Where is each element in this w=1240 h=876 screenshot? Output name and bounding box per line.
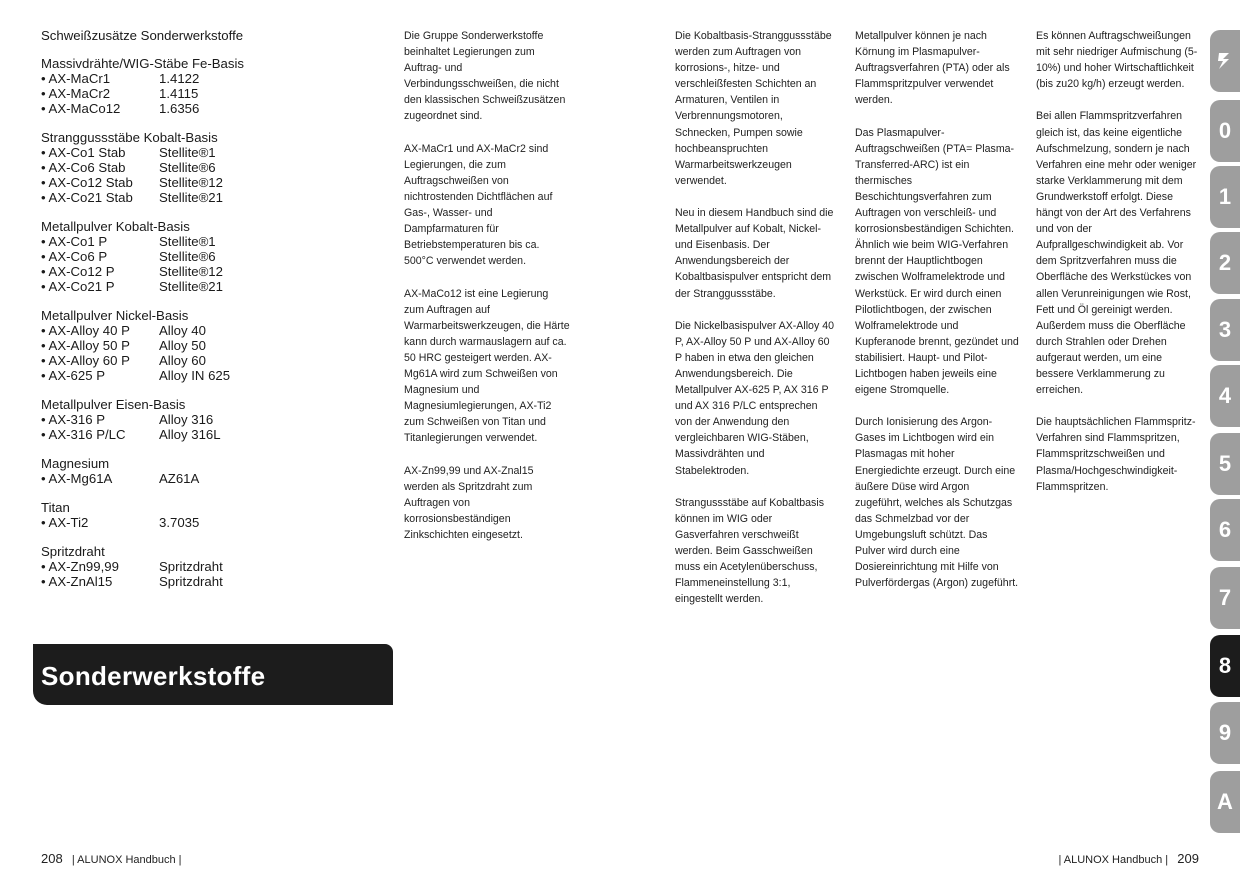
product-code: • AX-Co21 P xyxy=(41,279,115,294)
paragraph: Die Gruppe Sonderwerkstoffe beinhaltet Legierungen zum Auftrag- und Verbindungsschweißen, die nicht den klassischen Schweißzusätzen zugeordnet sind. xyxy=(404,30,566,123)
product-designation: Spritzdraht xyxy=(159,559,223,574)
paragraph: Die Nickelbasispulver AX-Alloy 40 P, AX-Alloy 50 P und AX-Alloy 60 P haben in etwa den gleichen Anwendungsbereich. Die Metallpulver AX-625 P, AX 316 P und AX 316 P/LC entsprechen von der Anwendung den vergleichbaren WIG-Stäben, Massivdrähten und Stabelektroden. xyxy=(675,319,834,477)
text-column-3 xyxy=(855,28,1019,607)
paragraph: Strangussstäbe auf Kobaltbasis können im WIG oder Gasverfahren verschweißt werden. Beim Gasschweißen muss ein Acetylenüberschuss, Flammeneinstellung 3:1, eingestellt werden. xyxy=(675,496,824,606)
product-row xyxy=(41,471,371,486)
group-title: Massivdrähte/WIG-Stäbe Fe-Basis xyxy=(41,56,245,71)
tab-chapter-a[interactable]: A xyxy=(1210,771,1240,833)
tab-chapter-5[interactable]: 5 xyxy=(1210,433,1240,495)
product-list xyxy=(41,28,371,603)
text-column-2 xyxy=(675,28,837,623)
product-group xyxy=(41,219,371,294)
section-title-bar xyxy=(33,644,393,705)
product-designation: 1.6356 xyxy=(159,101,200,116)
product-code: • AX-Co1 Stab xyxy=(41,145,126,160)
footer-right-label: | ALUNOX Handbuch | xyxy=(1058,854,1169,866)
product-designation: Spritzdraht xyxy=(159,574,223,589)
product-designation: Alloy 60 xyxy=(159,353,206,368)
product-row xyxy=(41,101,371,116)
product-row xyxy=(41,234,371,249)
paragraph: Metallpulver können je nach Körnung im Plasmapulver-Auftragsverfahren (PTA) oder als Flammspritzpulver verwendet werden. xyxy=(855,30,1010,107)
section-title: Sonderwerkstoffe xyxy=(41,661,266,691)
tab-chapter-6[interactable]: 6 xyxy=(1210,499,1240,561)
product-row xyxy=(41,323,371,338)
product-row xyxy=(41,249,371,264)
tab-chapter-1[interactable]: 1 xyxy=(1210,166,1240,228)
paragraph: AX-MaCr1 und AX-MaCr2 sind Legierungen, die zum Auftragschweißen von nichtrostenden Dichtflächen auf Gas-, Wasser- und Dampfarmaturen für Betriebstemperaturen bis ca. 500°C verwendet werden. xyxy=(404,142,553,268)
product-designation: 3.7035 xyxy=(159,515,200,530)
product-code: • AX-MaCr1 xyxy=(41,71,111,86)
product-row xyxy=(41,71,371,86)
product-designation: Stellite®1 xyxy=(159,234,216,249)
page-number-left: 208 xyxy=(41,851,63,866)
product-row xyxy=(41,368,371,383)
tab-chapter-3[interactable]: 3 xyxy=(1210,299,1240,361)
product-code: • AX-Co1 P xyxy=(41,234,108,249)
text-column-4 xyxy=(1036,28,1200,511)
tab-logo[interactable] xyxy=(1210,30,1240,92)
product-code: • AX-Ti2 xyxy=(41,515,89,530)
product-row xyxy=(41,160,371,175)
paragraph: Durch Ionisierung des Argon-Gases im Lichtbogen wird ein Plasmagas mit hoher Energiedichte erzeugt. Durch eine äußere Düse wird Argon zugeführt, welches als Schutzgas das Schmelzbad vor der Umgebungsluft schützt. Das Pulver wird durch eine Dosiereinrichtung mit Hilfe von Pulverfördergas (Argon) zugeführt. xyxy=(855,416,1019,590)
product-code: • AX-625 P xyxy=(41,368,105,383)
product-designation: AZ61A xyxy=(159,471,200,486)
product-code: • AX-Alloy 50 P xyxy=(41,338,130,353)
tab-chapter-0[interactable]: 0 xyxy=(1210,100,1240,162)
paragraph: AX-Zn99,99 und AX-Znal15 werden als Spritzdraht zum Auftragen von korrosionsbeständigen Zinkschichten eingesetzt. xyxy=(404,464,534,541)
product-row xyxy=(41,190,371,205)
text-column-1 xyxy=(404,28,570,559)
product-code: • AX-316 P xyxy=(41,412,105,427)
tab-chapter-9[interactable]: 9 xyxy=(1210,702,1240,764)
product-group xyxy=(41,544,371,589)
alunox-logo-icon xyxy=(1215,50,1235,72)
tab-chapter-7[interactable]: 7 xyxy=(1210,567,1240,629)
product-row xyxy=(41,86,371,101)
product-code: • AX-Co6 Stab xyxy=(41,160,126,175)
footer-left xyxy=(41,851,182,866)
chapter-tabs xyxy=(1210,0,1240,876)
group-title: Stranggussstäbe Kobalt-Basis xyxy=(41,130,218,145)
product-group xyxy=(41,397,371,442)
product-group xyxy=(41,456,371,486)
product-designation: Stellite®21 xyxy=(159,279,223,294)
product-code: • AX-MaCo12 xyxy=(41,101,121,116)
footer-right xyxy=(1058,851,1199,866)
product-row xyxy=(41,515,371,530)
tab-chapter-4[interactable]: 4 xyxy=(1210,365,1240,427)
product-code: • AX-Alloy 40 P xyxy=(41,323,130,338)
product-code: • AX-ZnAl15 xyxy=(41,574,113,589)
group-title: Titan xyxy=(41,500,70,515)
product-group xyxy=(41,500,371,530)
product-designation: Alloy 316L xyxy=(159,427,221,442)
product-designation: Stellite®1 xyxy=(159,145,216,160)
product-code: • AX-Co12 Stab xyxy=(41,175,133,190)
group-title: Metallpulver Eisen-Basis xyxy=(41,397,186,412)
product-designation: Stellite®21 xyxy=(159,190,223,205)
product-row xyxy=(41,145,371,160)
product-row xyxy=(41,279,371,294)
paragraph: Die hauptsächlichen Flammspritz-Verfahren sind Flammspritzen, Flammspritzschweißen und Plasma/Hochgeschwindigkeit-Flammspritzen. xyxy=(1036,416,1196,493)
product-code: • AX-316 P/LC xyxy=(41,427,126,442)
product-designation: Stellite®6 xyxy=(159,249,216,264)
paragraph: Neu in diesem Handbuch sind die Metallpulver auf Kobalt, Nickel- und Eisenbasis. Der Anwendungsbereich der Kobaltbasispulver entspricht dem der Stranggussstäbe. xyxy=(675,207,834,300)
paragraph: Bei allen Flammspritzverfahren gleich ist, das keine eigentliche Aufschmelzung, sondern je nach Verfahren eine mehr oder weniger starke Verklammerung mit dem Grundwerkstoff erfolgt. Diese hängt von der Art des Verfahrens und von der Aufprallgeschwindigkeit ab. Vor dem Spritzverfahren muss die Oberfläche des Werkstückes von allen Verunreinigungen wie Rost, Fett und Öl gereinigt werden. Außerdem muss die Oberfläche durch Strahlen oder Drehen aufgeraut werden, um eine bessere Verklammerung zu erreichen. xyxy=(1036,110,1197,397)
product-code: • AX-Zn99,99 xyxy=(41,559,119,574)
paragraph: AX-MaCo12 ist eine Legierung zum Auftragen auf Warmarbeitswerkzeugen, die Härte kann durch warmauslagern auf ca. 50 HRC gesteigert werden. AX-Mg61A wird zum Schweißen von Magnesium und Magnesiumlegierungen, AX-Ti2 zum Schweißen von Titan und Titanlegierungen verwendet. xyxy=(404,287,570,445)
product-designation: 1.4115 xyxy=(159,86,199,101)
group-title: Metallpulver Kobalt-Basis xyxy=(41,219,190,234)
product-designation: Alloy 50 xyxy=(159,338,206,353)
product-row xyxy=(41,412,371,427)
paragraph: Das Plasmapulver-Auftragschweißen (PTA= Plasma-Transferred-ARC) ist ein thermisches Beschichtungsverfahren zum Auftragen von verschleiß- und korrosionsbeständigen Schichten. Ähnlich wie beim WIG-Verfahren brennt der Hauptlichtbogen zwischen Wolframelektrode und Werkstück. Er wird durch einen Pilotlichtbogen, der zwischen Wolframelektrode und Kupferanode brennt, gezündet und stabilisiert. Haupt- und Pilot-Lichtbogen haben jeweils eine eigene Stromquelle. xyxy=(855,126,1019,397)
paragraph: Die Kobaltbasis-Stranggussstäbe werden zum Auftragen von korrosions-, hitze- und verschleißfesten Schichten an Armaturen, Ventilen in Verbrennungsmotoren, Schnecken, Pumpen sowie hochbeanspruchten Warmarbeitswerkzeugen verwendet. xyxy=(675,30,832,187)
product-row xyxy=(41,427,371,442)
product-code: • AX-Co6 P xyxy=(41,249,108,264)
product-code: • AX-Co21 Stab xyxy=(41,190,133,205)
product-row xyxy=(41,264,371,279)
tab-chapter-8[interactable]: 8 xyxy=(1210,635,1240,697)
product-designation: Stellite®6 xyxy=(159,160,216,175)
page-number-right: 209 xyxy=(1177,851,1199,866)
product-row xyxy=(41,175,371,190)
product-designation: 1.4122 xyxy=(159,71,200,86)
product-designation: Alloy 316 xyxy=(159,412,214,427)
product-designation: Stellite®12 xyxy=(159,175,223,190)
product-row xyxy=(41,338,371,353)
list-title: Schweißzusätze Sonderwerkstoffe xyxy=(41,28,244,43)
group-title: Metallpulver Nickel-Basis xyxy=(41,308,189,323)
product-designation: Alloy 40 xyxy=(159,323,206,338)
product-code: • AX-Alloy 60 P xyxy=(41,353,130,368)
paragraph: Es können Auftragschweißungen mit sehr niedriger Aufmischung (5-10%) und hoher Wirtschaftlichkeit (bis zu20 kg/h) erzeugt werden. xyxy=(1036,30,1198,91)
product-designation: Stellite®12 xyxy=(159,264,223,279)
product-designation: Alloy IN 625 xyxy=(159,368,231,383)
product-code: • AX-Mg61A xyxy=(41,471,113,486)
product-code: • AX-Co12 P xyxy=(41,264,115,279)
tab-chapter-2[interactable]: 2 xyxy=(1210,232,1240,294)
footer-left-label: | ALUNOX Handbuch | xyxy=(71,854,182,866)
product-row xyxy=(41,559,371,574)
product-groups xyxy=(41,56,371,589)
product-group xyxy=(41,56,371,116)
product-code: • AX-MaCr2 xyxy=(41,86,111,101)
product-row xyxy=(41,574,371,589)
product-group xyxy=(41,308,371,383)
product-row xyxy=(41,353,371,368)
group-title: Spritzdraht xyxy=(41,544,105,559)
group-title: Magnesium xyxy=(41,456,110,471)
product-group xyxy=(41,130,371,205)
